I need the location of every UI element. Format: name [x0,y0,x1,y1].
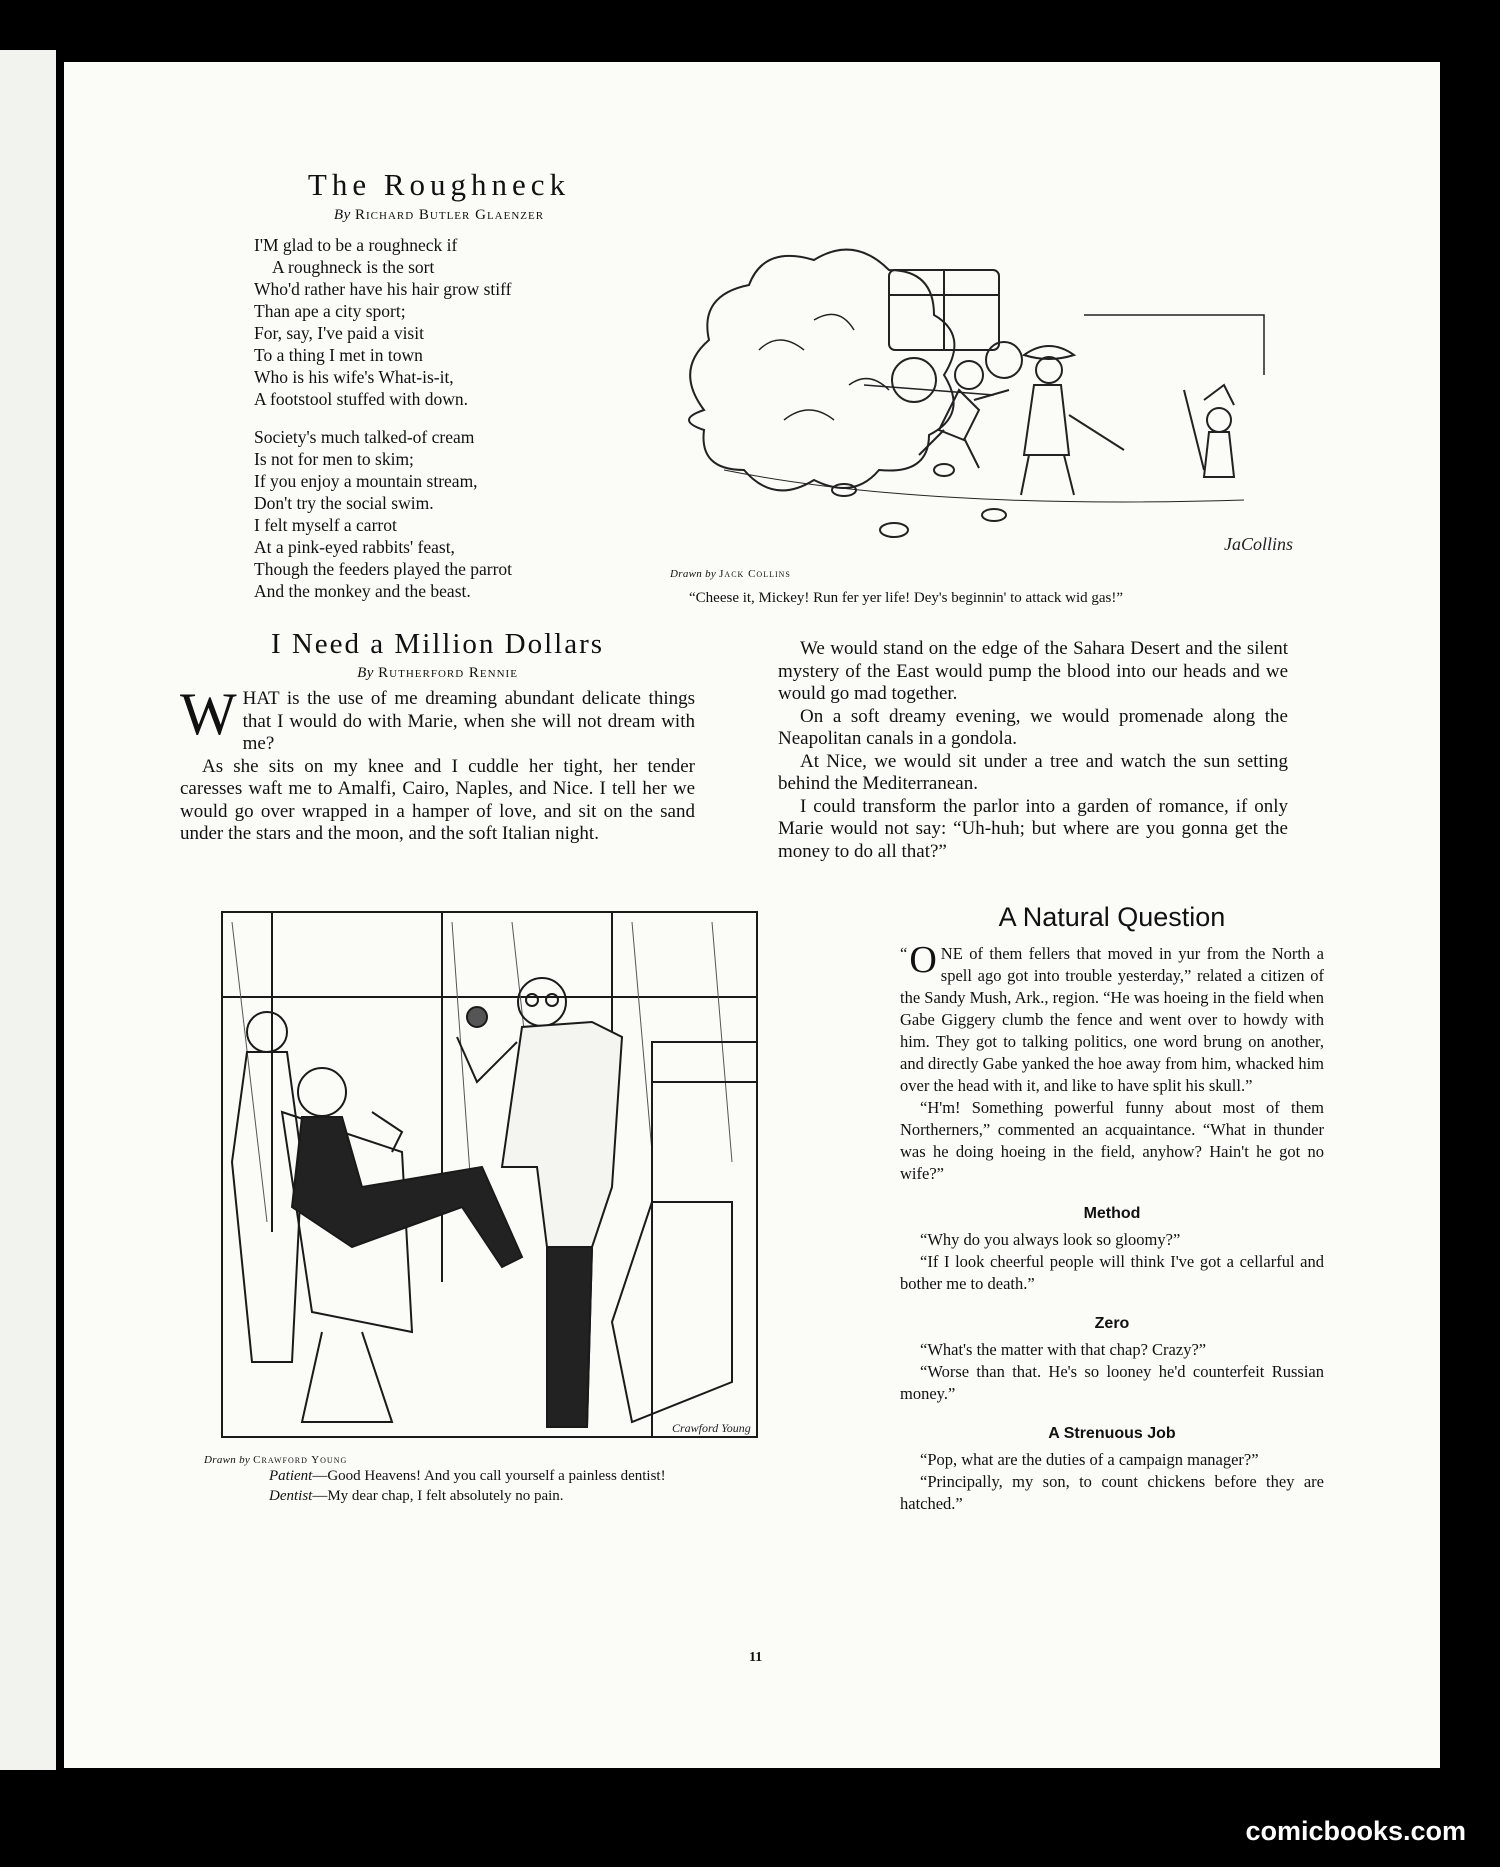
bottom-cartoon-caption-block [204,1454,774,1506]
million-title: I Need a Million Dollars [270,628,605,660]
right-column-jokes [900,902,1324,1515]
million-dollars-article [180,628,695,846]
poem-line: I'M glad to be a roughneck if [254,235,458,255]
caption-line-patient: Patient—Good Heavens! And you call yourself a painless dentist! [269,1468,666,1484]
roughneck-stanza-2 [254,426,624,602]
strenuous-paragraph-2: “Principally, my son, to count chickens before they are hatched.” [900,1472,1324,1513]
top-cartoon-credit [670,568,791,580]
poem-line: If you enjoy a mountain stream, [254,471,478,491]
bottom-cartoon-artist: Crawford Young [253,1454,348,1466]
page-number: 11 [749,1650,763,1665]
natural-paragraph-2: “H'm! Something powerful funny about most of them Northerners,” commented an acquaintance. “What in thunder was he doing hoeing in the field, anyhow? Hain't he got no wife?” [900,1098,1324,1183]
drawn-by-label: Drawn by [670,568,717,580]
zero-title: Zero [1094,1315,1130,1332]
poem-line: Though the feeders played the parrot [254,559,513,579]
million-paragraph-6: I could transform the parlor into a garden of romance, if only Marie would not say: “Uh-huh; but where are you gonna get the money to do all that?” [778,795,1288,862]
million-paragraph-4: On a soft dreamy evening, we would promenade along the Neapolitan canals in a gondola. [778,705,1288,749]
drop-cap: O [909,939,937,981]
million-byline [180,665,695,682]
drawn-by-label: Drawn by [204,1454,251,1466]
million-paragraph-3: We would stand on the edge of the Sahara Desert and the silent mystery of the East would pump the blood into our heads and we would go mad together. [778,638,1288,704]
roughneck-author: Richard Butler Glaenzer [355,207,545,223]
roughneck-stanza-1 [254,234,624,410]
artist-signature: JaCollins [1224,534,1294,554]
million-author: Rutherford Rennie [378,665,518,681]
poem-line: Is not for men to skim; [254,449,414,469]
method-paragraph-2: “If I look cheerful people will think I've got a cellarful and bother me to death.” [900,1252,1324,1293]
zero-paragraph-1: “What's the matter with that chap? Crazy?” [920,1340,1207,1359]
strenuous-title: A Strenuous Job [1048,1425,1176,1442]
speaker-dentist: Dentist [269,1488,313,1504]
facing-page-edge [0,50,56,1770]
speaker-patient: Patient [269,1468,313,1484]
roughneck-by: By [333,207,351,223]
natural-title: A Natural Question [998,902,1226,932]
artist-signature: Crawford Young [672,1421,751,1435]
poem-line: A footstool stuffed with down. [254,389,469,409]
method-title: Method [1083,1205,1141,1222]
dentist-illustration [212,902,767,1447]
poem-line: At a pink-eyed rabbits' feast, [254,537,455,557]
million-column-2 [778,638,1288,863]
poem-line: Who is his wife's What-is-it, [254,367,454,387]
million-paragraph-1: WHAT is the use of me dreaming abundant delicate things that I would do with Marie, when she will not dream with me? [180,681,695,754]
poem-line: Who'd rather have his hair grow stiff [254,279,512,299]
poem-line: Don't try the social swim. [254,493,434,513]
roughneck-title: The Roughneck [307,167,571,202]
poem-line: Society's much talked-of cream [254,427,475,447]
strenuous-paragraph-1: “Pop, what are the duties of a campaign manager?” [920,1450,1259,1469]
natural-paragraph-1: “ O NE of them fellers that moved in yur from the North a spell ago got into trouble yesterday,” related a citizen of the Sandy Mush, Ark., region. “He was hoeing in the field when Gabe Giggery clumb the fence and went over to howdy with him. They got to talking politics, one word brung on another, and directly Gabe yanked the hoe away from him, whacked him over the head with it, and like to have split his skull.” [900,939,1324,1095]
poem-line: To a thing I met in town [254,345,423,365]
drop-cap: W [180,681,237,747]
site-watermark: comicbooks.com [1245,1816,1466,1846]
poem-line: I felt myself a carrot [254,515,397,535]
magazine-page [64,62,1440,1768]
poem-line: Than ape a city sport; [254,301,406,321]
roughneck-article [254,167,624,602]
roughneck-byline [254,207,624,224]
gas-attack-illustration [664,170,1384,630]
caption-line-dentist: Dentist—My dear chap, I felt absolutely no pain. [269,1488,564,1504]
bottom-cartoon-credit [204,1454,774,1466]
million-paragraph-2: As she sits on my knee and I cuddle her tight, her tender caresses waft me to Amalfi, Cairo, Naples, and Nice. I tell her we would go over wrapped in a hamper of love, and sit on the sand under the stars and the moon, and the soft Italian night. [180,755,695,844]
zero-paragraph-2: “Worse than that. He's so looney he'd counterfeit Russian money.” [900,1362,1324,1403]
dentist-cartoon [212,902,767,1447]
poem-line: And the monkey and the beast. [254,581,471,601]
method-paragraph-1: “Why do you always look so gloomy?” [920,1230,1181,1249]
top-cartoon-artist: Jack Collins [719,568,791,580]
poem-line: For, say, I've paid a visit [254,323,424,343]
million-by: By [357,665,374,681]
million-column-1 [180,681,695,846]
gas-attack-cartoon [664,170,1384,630]
million-paragraph-5: At Nice, we would sit under a tree and watch the sun setting behind the Mediterranean. [778,750,1288,794]
poem-line: A roughneck is the sort [272,257,435,277]
top-cartoon-caption: “Cheese it, Mickey! Run fer yer life! Dey's beginnin' to attack wid gas!” [689,590,1124,606]
